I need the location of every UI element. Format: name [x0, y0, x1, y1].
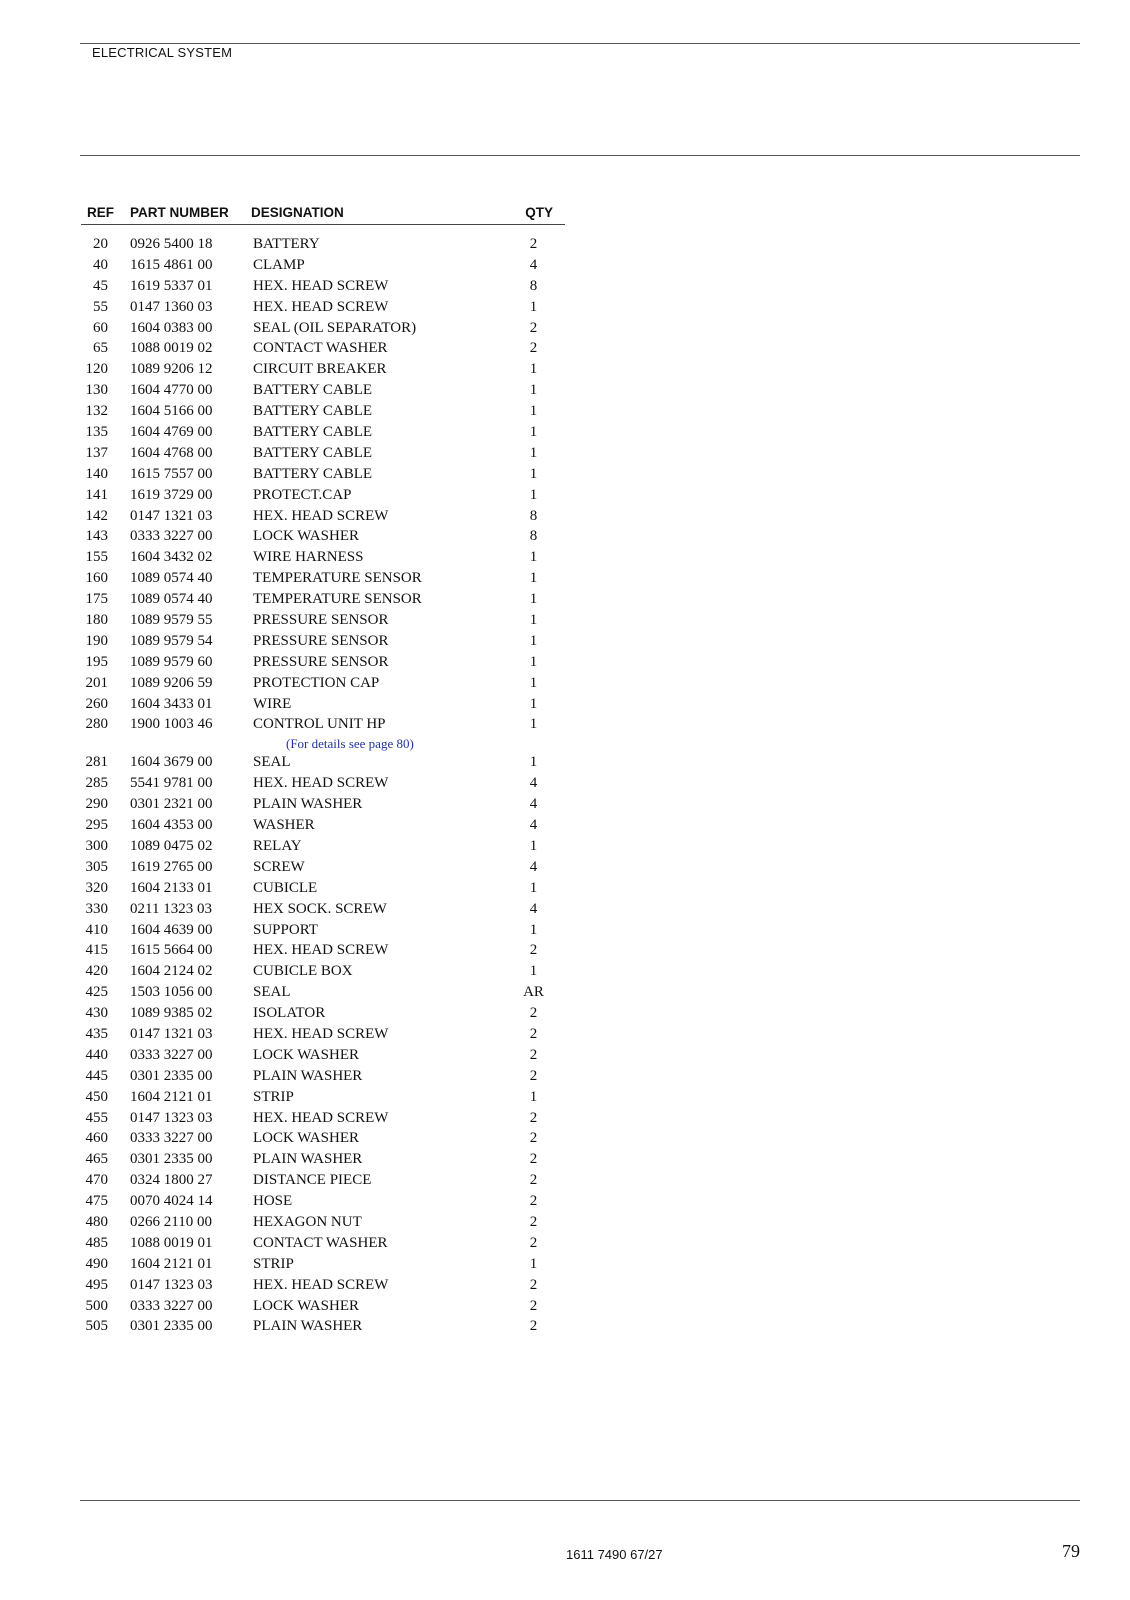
row-part-number: 1604 4768 00	[130, 444, 213, 461]
row-ref: 410	[85, 921, 108, 938]
table-row	[81, 318, 565, 339]
table-row	[81, 1296, 565, 1317]
table-row	[81, 1170, 565, 1191]
parts-table	[81, 202, 565, 1337]
row-qty: 1	[529, 570, 538, 587]
row-designation: PRESSURE SENSOR	[253, 653, 389, 670]
row-designation: ISOLATOR	[253, 1005, 326, 1022]
row-ref: 195	[85, 653, 108, 670]
row-ref: 330	[85, 900, 108, 917]
row-ref: 45	[93, 277, 108, 294]
row-ref: 290	[85, 796, 108, 813]
row-qty: 2	[529, 1025, 538, 1042]
row-part-number: 1503 1056 00	[130, 984, 213, 1001]
row-part-number: 1089 9579 60	[130, 653, 213, 670]
table-row	[81, 920, 565, 941]
table-row	[81, 1275, 565, 1296]
row-part-number: 0333 3227 00	[130, 1046, 213, 1063]
row-ref: 132	[85, 403, 108, 420]
row-designation: SCREW	[253, 858, 305, 875]
row-qty: 1	[529, 612, 538, 629]
column-header-qty: QTY	[525, 205, 553, 220]
row-qty: 2	[529, 340, 538, 357]
row-part-number: 0301 2335 00	[130, 1151, 213, 1168]
page-number: 79	[1062, 1541, 1080, 1561]
table-row	[81, 1128, 565, 1149]
row-part-number: 1604 2133 01	[130, 879, 213, 896]
row-part-number: 0301 2335 00	[130, 1318, 213, 1335]
row-qty: 1	[529, 444, 538, 461]
row-part-number: 1900 1003 46	[130, 716, 213, 733]
row-ref: 20	[93, 236, 108, 252]
table-row	[81, 547, 565, 568]
row-ref: 505	[85, 1318, 108, 1335]
row-part-number: 0266 2110 00	[130, 1213, 212, 1230]
row-part-number: 1089 9579 54	[130, 632, 213, 649]
row-ref: 285	[85, 775, 108, 792]
row-designation: HEX. HEAD SCREW	[253, 507, 389, 524]
row-ref: 201	[85, 674, 108, 691]
row-qty: 1	[529, 879, 538, 896]
row-ref: 415	[85, 942, 108, 959]
row-qty: 2	[529, 942, 538, 959]
row-ref: 160	[85, 570, 108, 587]
row-part-number: 0147 1321 03	[130, 1025, 213, 1042]
row-ref: 455	[85, 1109, 108, 1126]
column-header-part-number: PART NUMBER	[130, 205, 229, 220]
row-designation: WASHER	[253, 817, 315, 834]
row-qty: 1	[529, 674, 538, 691]
row-part-number: 0147 1323 03	[130, 1276, 213, 1293]
row-part-number: 1604 2121 01	[130, 1255, 213, 1272]
row-part-number: 1089 9206 59	[130, 674, 213, 691]
row-qty: 1	[529, 424, 538, 441]
row-designation: HEXAGON NUT	[253, 1213, 362, 1230]
row-designation: HEX. HEAD SCREW	[253, 775, 389, 792]
row-part-number: 1088 0019 01	[130, 1234, 213, 1251]
row-ref: 440	[85, 1046, 108, 1063]
row-qty: 1	[529, 549, 538, 566]
row-designation: BATTERY	[253, 236, 320, 252]
row-designation: DISTANCE PIECE	[253, 1172, 372, 1189]
row-designation: BATTERY CABLE	[253, 465, 373, 482]
row-ref: 280	[85, 716, 108, 733]
row-ref: 155	[85, 549, 108, 566]
row-designation: CONTACT WASHER	[253, 340, 388, 357]
table-row	[81, 568, 565, 589]
row-part-number: 1604 3679 00	[130, 754, 213, 771]
row-designation: LOCK WASHER	[253, 1297, 359, 1314]
row-qty: 1	[529, 754, 538, 771]
row-ref: 470	[85, 1172, 108, 1189]
row-part-number: 1604 5166 00	[130, 403, 213, 420]
row-qty: 4	[529, 775, 538, 792]
row-part-number: 0333 3227 00	[130, 1130, 213, 1147]
row-part-number: 1619 5337 01	[130, 277, 213, 294]
row-designation: STRIP	[253, 1255, 294, 1272]
row-ref: 130	[85, 382, 108, 399]
row-part-number: 5541 9781 00	[130, 775, 213, 792]
row-ref: 135	[85, 424, 108, 441]
row-ref: 305	[85, 858, 108, 875]
row-qty: 2	[529, 1005, 538, 1022]
row-ref: 490	[85, 1255, 108, 1272]
row-designation: PRESSURE SENSOR	[253, 632, 389, 649]
table-row	[81, 899, 565, 920]
table-row	[81, 610, 565, 631]
table-row	[81, 1108, 565, 1129]
table-row	[81, 297, 565, 318]
row-qty: 2	[529, 1193, 538, 1210]
table-row	[81, 836, 565, 857]
row-ref: 190	[85, 632, 108, 649]
column-header-designation: DESIGNATION	[251, 205, 344, 220]
table-row	[81, 794, 565, 815]
row-part-number: 0333 3227 00	[130, 528, 213, 545]
row-designation: SEAL	[253, 984, 291, 1001]
row-qty: 4	[529, 256, 538, 273]
row-ref: 465	[85, 1151, 108, 1168]
row-designation: PROTECT.CAP	[253, 486, 352, 503]
row-qty: 2	[529, 1172, 538, 1189]
row-qty: 2	[529, 1130, 538, 1147]
row-designation: RELAY	[253, 837, 302, 854]
table-row	[81, 1233, 565, 1254]
row-ref: 140	[85, 465, 108, 482]
table-row	[81, 940, 565, 961]
row-qty: 2	[529, 1067, 538, 1084]
row-part-number: 1604 4353 00	[130, 817, 213, 834]
row-qty: AR	[523, 984, 544, 1001]
row-ref: 260	[85, 695, 108, 712]
row-part-number: 1604 4769 00	[130, 424, 213, 441]
table-row	[81, 857, 565, 878]
table-row	[81, 878, 565, 899]
row-part-number: 0147 1360 03	[130, 298, 213, 315]
row-ref: 180	[85, 612, 108, 629]
row-qty: 2	[529, 1213, 538, 1230]
row-ref: 485	[85, 1234, 108, 1251]
row-qty: 8	[529, 528, 538, 545]
table-row	[81, 359, 565, 380]
row-ref: 430	[85, 1005, 108, 1022]
table-row	[81, 631, 565, 652]
row-part-number: 0147 1323 03	[130, 1109, 213, 1126]
table-row	[81, 1045, 565, 1066]
row-ref: 120	[85, 361, 108, 378]
row-part-number: 0926 5400 18	[130, 236, 213, 252]
row-qty: 1	[529, 1255, 538, 1272]
details-note-text[interactable]: (For details see page 80)	[286, 736, 414, 752]
row-qty: 2	[529, 236, 538, 252]
table-row	[81, 1212, 565, 1233]
row-part-number: 1089 0574 40	[130, 570, 213, 587]
row-part-number: 0333 3227 00	[130, 1297, 213, 1314]
row-qty: 4	[529, 900, 538, 917]
row-part-number: 1089 0475 02	[130, 837, 213, 854]
row-designation: HEX SOCK. SCREW	[253, 900, 387, 917]
row-designation: HEX. HEAD SCREW	[253, 1109, 389, 1126]
row-part-number: 0301 2321 00	[130, 796, 213, 813]
row-part-number: 1604 4639 00	[130, 921, 213, 938]
row-qty: 1	[529, 695, 538, 712]
row-qty: 2	[529, 1046, 538, 1063]
row-ref: 141	[85, 486, 108, 503]
details-note	[81, 735, 565, 752]
row-designation: HEX. HEAD SCREW	[253, 1025, 389, 1042]
row-qty: 2	[529, 1318, 538, 1335]
row-ref: 295	[85, 817, 108, 834]
row-designation: STRIP	[253, 1088, 294, 1105]
table-row	[81, 1066, 565, 1087]
table-row	[81, 338, 565, 359]
row-part-number: 1604 0383 00	[130, 319, 213, 336]
row-part-number: 1604 2124 02	[130, 963, 213, 980]
table-row	[81, 752, 565, 773]
row-ref: 445	[85, 1067, 108, 1084]
row-designation: HEX. HEAD SCREW	[253, 298, 389, 315]
table-row	[81, 589, 565, 610]
row-ref: 300	[85, 837, 108, 854]
row-ref: 460	[85, 1130, 108, 1147]
row-qty: 2	[529, 1234, 538, 1251]
table-row	[81, 982, 565, 1003]
table-row	[81, 694, 565, 715]
row-qty: 1	[529, 632, 538, 649]
table-row	[81, 673, 565, 694]
header-bottom-rule	[80, 155, 1080, 156]
row-qty: 1	[529, 465, 538, 482]
row-qty: 1	[529, 921, 538, 938]
row-ref: 55	[93, 298, 108, 315]
row-designation: PLAIN WASHER	[253, 1318, 363, 1335]
row-designation: TEMPERATURE SENSOR	[253, 591, 422, 608]
row-qty: 1	[529, 382, 538, 399]
row-qty: 2	[529, 1276, 538, 1293]
row-part-number: 0147 1321 03	[130, 507, 213, 524]
row-qty: 1	[529, 361, 538, 378]
row-part-number: 1604 2121 01	[130, 1088, 213, 1105]
row-designation: PLAIN WASHER	[253, 1067, 363, 1084]
table-row	[81, 1149, 565, 1170]
row-designation: SEAL (OIL SEPARATOR)	[253, 319, 417, 336]
row-part-number: 1615 5664 00	[130, 942, 213, 959]
row-qty: 1	[529, 716, 538, 733]
table-row	[81, 401, 565, 422]
row-qty: 1	[529, 591, 538, 608]
row-designation: HEX. HEAD SCREW	[253, 1276, 389, 1293]
row-ref: 320	[85, 879, 108, 896]
table-row	[81, 1191, 565, 1212]
document-number: 1611 7490 67/27	[566, 1547, 663, 1562]
row-part-number: 1615 4861 00	[130, 256, 213, 273]
table-row	[81, 526, 565, 547]
table-row	[81, 443, 565, 464]
row-designation: BATTERY CABLE	[253, 424, 373, 441]
table-body	[81, 234, 565, 1337]
row-designation: CLAMP	[253, 256, 305, 273]
row-part-number: 1089 0574 40	[130, 591, 213, 608]
table-row	[81, 276, 565, 297]
row-ref: 475	[85, 1193, 108, 1210]
row-qty: 4	[529, 817, 538, 834]
row-ref: 450	[85, 1088, 108, 1105]
table-row	[81, 1003, 565, 1024]
row-ref: 495	[85, 1276, 108, 1293]
row-designation: TEMPERATURE SENSOR	[253, 570, 422, 587]
row-designation: HEX. HEAD SCREW	[253, 942, 389, 959]
row-designation: BATTERY CABLE	[253, 403, 373, 420]
row-designation: CUBICLE	[253, 879, 318, 896]
row-ref: 480	[85, 1213, 108, 1230]
row-part-number: 1604 4770 00	[130, 382, 213, 399]
row-designation: HOSE	[253, 1193, 293, 1210]
table-row	[81, 234, 565, 255]
row-part-number: 1619 2765 00	[130, 858, 213, 875]
row-qty: 8	[529, 507, 538, 524]
column-header-ref: REF	[87, 205, 114, 220]
table-row	[81, 815, 565, 836]
row-qty: 1	[529, 403, 538, 420]
table-row	[81, 714, 565, 735]
row-qty: 1	[529, 837, 538, 854]
table-row	[81, 1316, 565, 1337]
row-ref: 60	[93, 319, 108, 336]
row-part-number: 0070 4024 14	[130, 1193, 213, 1210]
row-designation: PLAIN WASHER	[253, 1151, 363, 1168]
row-part-number: 1604 3433 01	[130, 695, 213, 712]
row-part-number: 1089 9579 55	[130, 612, 213, 629]
row-designation: WIRE HARNESS	[253, 549, 364, 566]
row-ref: 143	[85, 528, 108, 545]
row-designation: CIRCUIT BREAKER	[253, 361, 387, 378]
row-ref: 142	[85, 507, 108, 524]
table-row	[81, 1024, 565, 1045]
row-designation: CONTROL UNIT HP	[253, 716, 386, 733]
header-top-rule	[80, 43, 1080, 44]
table-row	[81, 652, 565, 673]
row-part-number: 1089 9206 12	[130, 361, 213, 378]
table-row	[81, 506, 565, 527]
row-part-number: 1619 3729 00	[130, 486, 213, 503]
row-qty: 2	[529, 1297, 538, 1314]
row-ref: 137	[85, 444, 108, 461]
row-part-number: 1615 7557 00	[130, 465, 213, 482]
footer-rule	[80, 1500, 1080, 1501]
table-row	[81, 773, 565, 794]
table-row	[81, 255, 565, 276]
table-row	[81, 422, 565, 443]
row-qty: 1	[529, 298, 538, 315]
row-ref: 435	[85, 1025, 108, 1042]
table-row	[81, 961, 565, 982]
row-designation: LOCK WASHER	[253, 1046, 359, 1063]
row-ref: 420	[85, 963, 108, 980]
row-designation: PLAIN WASHER	[253, 796, 363, 813]
row-part-number: 0211 1323 03	[130, 900, 212, 917]
table-row	[81, 464, 565, 485]
row-ref: 175	[85, 591, 108, 608]
row-part-number: 1089 9385 02	[130, 1005, 213, 1022]
row-designation: BATTERY CABLE	[253, 382, 373, 399]
row-designation: CONTACT WASHER	[253, 1234, 388, 1251]
table-row	[81, 380, 565, 401]
table-header	[81, 202, 565, 225]
row-designation: BATTERY CABLE	[253, 444, 373, 461]
row-qty: 1	[529, 1088, 538, 1105]
table-row	[81, 1254, 565, 1275]
row-designation: SUPPORT	[253, 921, 318, 938]
row-designation: PROTECTION CAP	[253, 674, 380, 691]
row-part-number: 0301 2335 00	[130, 1067, 213, 1084]
row-designation: WIRE	[253, 695, 292, 712]
row-ref: 281	[85, 754, 108, 771]
row-qty: 4	[529, 796, 538, 813]
section-title: ELECTRICAL SYSTEM	[92, 45, 233, 60]
row-qty: 2	[529, 1109, 538, 1126]
row-designation: PRESSURE SENSOR	[253, 612, 389, 629]
row-qty: 4	[529, 858, 538, 875]
row-qty: 2	[529, 319, 538, 336]
row-ref: 500	[85, 1297, 108, 1314]
row-qty: 1	[529, 963, 538, 980]
row-ref: 65	[93, 340, 108, 357]
row-designation: HEX. HEAD SCREW	[253, 277, 389, 294]
row-qty: 1	[529, 486, 538, 503]
row-part-number: 1604 3432 02	[130, 549, 213, 566]
row-ref: 40	[93, 256, 108, 273]
row-part-number: 1088 0019 02	[130, 340, 213, 357]
row-part-number: 0324 1800 27	[130, 1172, 213, 1189]
table-row	[81, 485, 565, 506]
row-qty: 8	[529, 277, 538, 294]
row-designation: CUBICLE BOX	[253, 963, 353, 980]
row-qty: 2	[529, 1151, 538, 1168]
row-designation: SEAL	[253, 754, 291, 771]
row-designation: LOCK WASHER	[253, 1130, 359, 1147]
row-ref: 425	[85, 984, 108, 1001]
row-designation: LOCK WASHER	[253, 528, 359, 545]
row-qty: 1	[529, 653, 538, 670]
table-row	[81, 1087, 565, 1108]
